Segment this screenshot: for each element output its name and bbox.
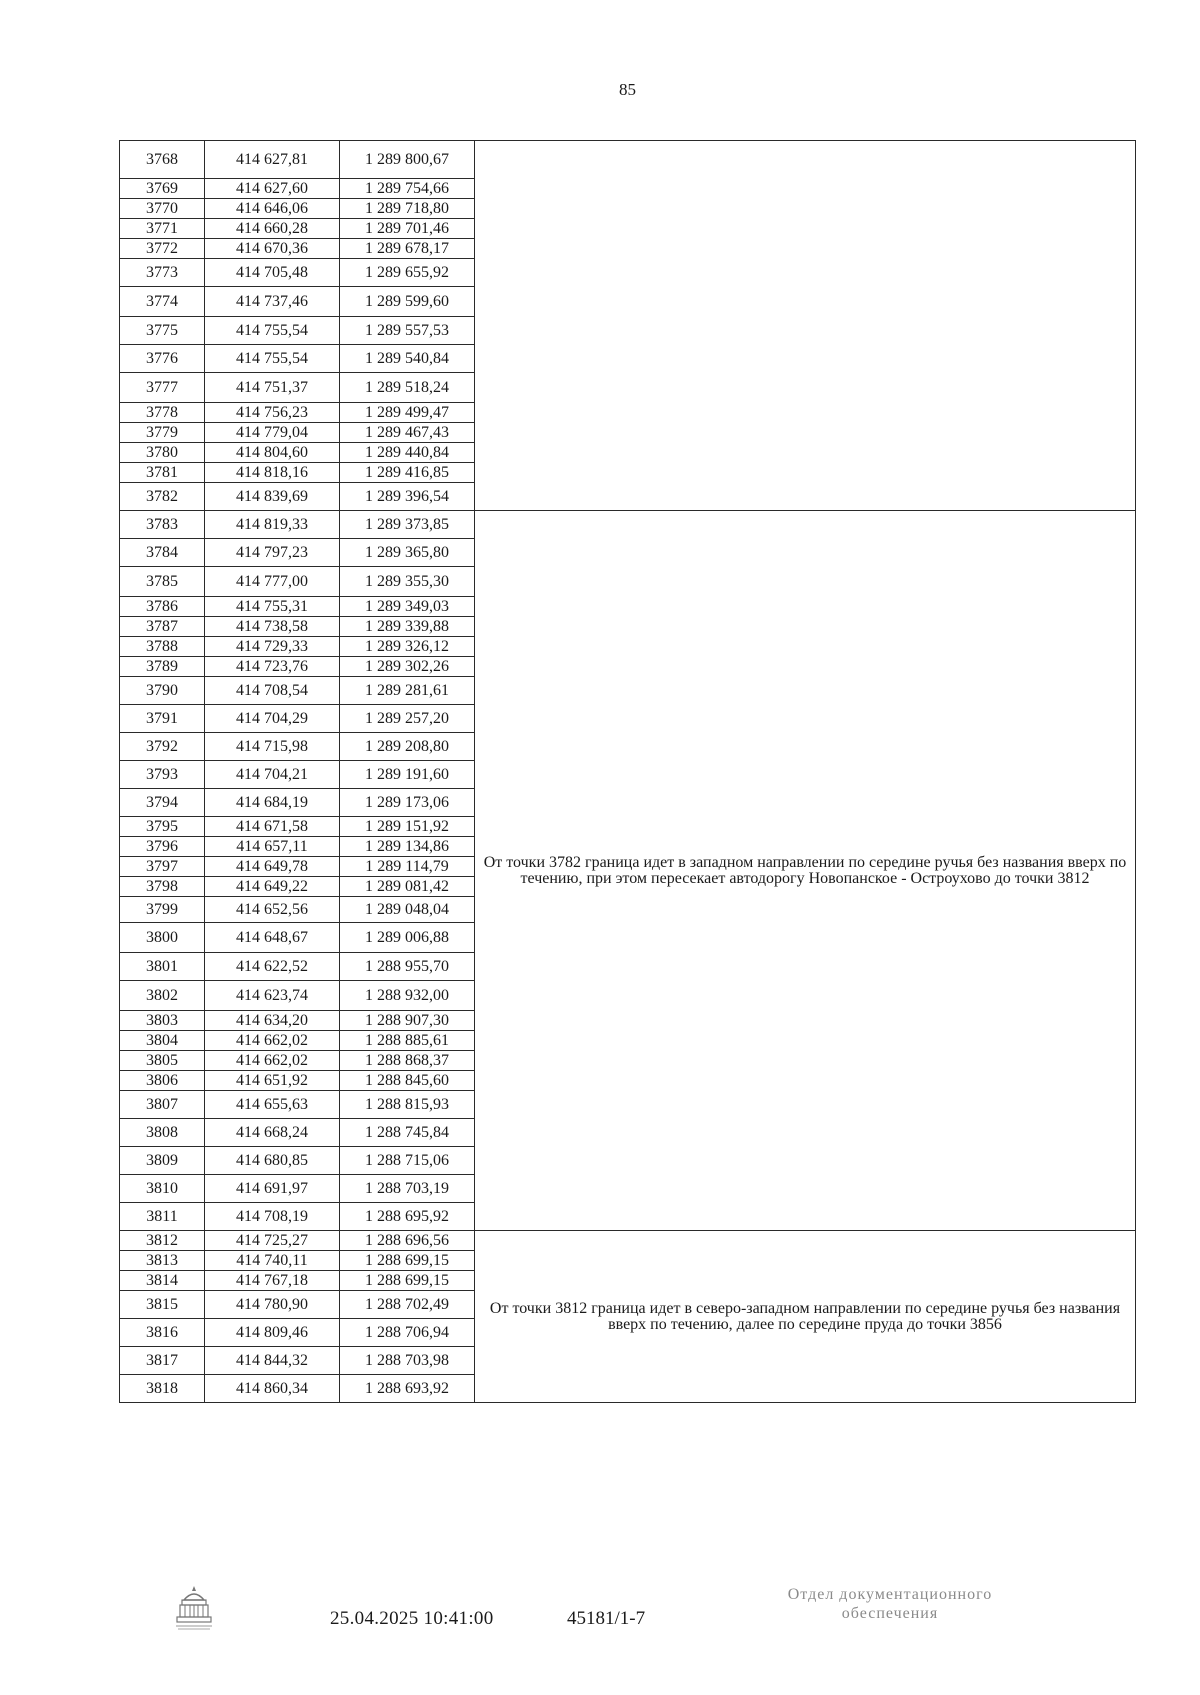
footer-department-stamp	[745, 1585, 1035, 1623]
y-coordinate-cell: 1 289 365,80	[340, 539, 475, 567]
x-coordinate-cell: 414 839,69	[205, 483, 340, 511]
y-coordinate-cell: 1 288 932,00	[340, 981, 475, 1011]
y-coordinate-cell: 1 288 702,49	[340, 1291, 475, 1319]
x-coordinate-cell: 414 809,46	[205, 1319, 340, 1347]
point-number-cell: 3817	[120, 1347, 205, 1375]
x-coordinate-cell: 414 738,58	[205, 617, 340, 637]
y-coordinate-cell: 1 289 114,79	[340, 857, 475, 877]
y-coordinate-cell: 1 289 349,03	[340, 597, 475, 617]
x-coordinate-cell: 414 680,85	[205, 1147, 340, 1175]
point-number-cell: 3799	[120, 897, 205, 923]
x-coordinate-cell: 414 780,90	[205, 1291, 340, 1319]
x-coordinate-cell: 414 715,98	[205, 733, 340, 761]
y-coordinate-cell: 1 289 339,88	[340, 617, 475, 637]
point-number-cell: 3807	[120, 1091, 205, 1119]
x-coordinate-cell: 414 725,27	[205, 1231, 340, 1251]
x-coordinate-cell: 414 756,23	[205, 403, 340, 423]
y-coordinate-cell: 1 288 706,94	[340, 1319, 475, 1347]
x-coordinate-cell: 414 708,19	[205, 1203, 340, 1231]
y-coordinate-cell: 1 289 655,92	[340, 259, 475, 287]
y-coordinate-cell: 1 288 696,56	[340, 1231, 475, 1251]
footer-registration-number: 45181/1-7	[567, 1608, 646, 1629]
y-coordinate-cell: 1 289 518,24	[340, 373, 475, 403]
point-number-cell: 3805	[120, 1051, 205, 1071]
boundary-description-group2: От точки 3782 граница идет в западном направлении по середине ручья без названия вверх по течению, при этом пересекает автодорогу Новопанское - Остроухово до точки 3812	[475, 511, 1136, 1231]
y-coordinate-cell: 1 289 678,17	[340, 239, 475, 259]
x-coordinate-cell: 414 755,31	[205, 597, 340, 617]
x-coordinate-cell: 414 708,54	[205, 677, 340, 705]
point-number-cell: 3784	[120, 539, 205, 567]
x-coordinate-cell: 414 671,58	[205, 817, 340, 837]
point-number-cell: 3794	[120, 789, 205, 817]
y-coordinate-cell: 1 289 467,43	[340, 423, 475, 443]
point-number-cell: 3816	[120, 1319, 205, 1347]
y-coordinate-cell: 1 288 703,98	[340, 1347, 475, 1375]
x-coordinate-cell: 414 634,20	[205, 1011, 340, 1031]
footer-timestamp: 25.04.2025 10:41:00	[330, 1608, 494, 1629]
x-coordinate-cell: 414 670,36	[205, 239, 340, 259]
point-number-cell: 3783	[120, 511, 205, 539]
x-coordinate-cell: 414 651,92	[205, 1071, 340, 1091]
y-coordinate-cell: 1 289 440,84	[340, 443, 475, 463]
point-number-cell: 3812	[120, 1231, 205, 1251]
point-number-cell: 3777	[120, 373, 205, 403]
y-coordinate-cell: 1 289 326,12	[340, 637, 475, 657]
point-number-cell: 3774	[120, 287, 205, 317]
x-coordinate-cell: 414 662,02	[205, 1031, 340, 1051]
y-coordinate-cell: 1 288 715,06	[340, 1147, 475, 1175]
y-coordinate-cell: 1 288 703,19	[340, 1175, 475, 1203]
x-coordinate-cell: 414 652,56	[205, 897, 340, 923]
table-row	[120, 141, 1136, 179]
x-coordinate-cell: 414 767,18	[205, 1271, 340, 1291]
point-number-cell: 3809	[120, 1147, 205, 1175]
x-coordinate-cell: 414 704,29	[205, 705, 340, 733]
point-number-cell: 3811	[120, 1203, 205, 1231]
y-coordinate-cell: 1 288 745,84	[340, 1119, 475, 1147]
x-coordinate-cell: 414 627,81	[205, 141, 340, 179]
emblem-icon	[172, 1582, 216, 1632]
department-line-1: Отдел документационного	[787, 1586, 993, 1603]
x-coordinate-cell: 414 662,02	[205, 1051, 340, 1071]
x-coordinate-cell: 414 622,52	[205, 953, 340, 981]
y-coordinate-cell: 1 288 955,70	[340, 953, 475, 981]
point-number-cell: 3789	[120, 657, 205, 677]
y-coordinate-cell: 1 289 557,53	[340, 317, 475, 345]
y-coordinate-cell: 1 289 416,85	[340, 463, 475, 483]
point-number-cell: 3781	[120, 463, 205, 483]
x-coordinate-cell: 414 740,11	[205, 1251, 340, 1271]
y-coordinate-cell: 1 288 695,92	[340, 1203, 475, 1231]
x-coordinate-cell: 414 705,48	[205, 259, 340, 287]
point-number-cell: 3785	[120, 567, 205, 597]
point-number-cell: 3775	[120, 317, 205, 345]
point-number-cell: 3786	[120, 597, 205, 617]
point-number-cell: 3770	[120, 199, 205, 219]
point-number-cell: 3792	[120, 733, 205, 761]
point-number-cell: 3798	[120, 877, 205, 897]
y-coordinate-cell: 1 289 281,61	[340, 677, 475, 705]
y-coordinate-cell: 1 288 693,92	[340, 1375, 475, 1403]
point-number-cell: 3802	[120, 981, 205, 1011]
y-coordinate-cell: 1 288 885,61	[340, 1031, 475, 1051]
x-coordinate-cell: 414 804,60	[205, 443, 340, 463]
x-coordinate-cell: 414 777,00	[205, 567, 340, 597]
x-coordinate-cell: 414 844,32	[205, 1347, 340, 1375]
page-number: 85	[619, 80, 636, 99]
x-coordinate-cell: 414 818,16	[205, 463, 340, 483]
x-coordinate-cell: 414 649,22	[205, 877, 340, 897]
x-coordinate-cell: 414 684,19	[205, 789, 340, 817]
y-coordinate-cell: 1 289 134,86	[340, 837, 475, 857]
point-number-cell: 3801	[120, 953, 205, 981]
y-coordinate-cell: 1 289 006,88	[340, 923, 475, 953]
point-number-cell: 3782	[120, 483, 205, 511]
x-coordinate-cell: 414 623,74	[205, 981, 340, 1011]
y-coordinate-cell: 1 289 173,06	[340, 789, 475, 817]
y-coordinate-cell: 1 288 845,60	[340, 1071, 475, 1091]
point-number-cell: 3808	[120, 1119, 205, 1147]
x-coordinate-cell: 414 779,04	[205, 423, 340, 443]
x-coordinate-cell: 414 649,78	[205, 857, 340, 877]
point-number-cell: 3803	[120, 1011, 205, 1031]
point-number-cell: 3787	[120, 617, 205, 637]
y-coordinate-cell: 1 289 373,85	[340, 511, 475, 539]
department-line-2: обеспечения	[841, 1605, 939, 1623]
x-coordinate-cell: 414 737,46	[205, 287, 340, 317]
point-number-cell: 3772	[120, 239, 205, 259]
y-coordinate-cell: 1 288 907,30	[340, 1011, 475, 1031]
point-number-cell: 3814	[120, 1271, 205, 1291]
y-coordinate-cell: 1 289 191,60	[340, 761, 475, 789]
point-number-cell: 3771	[120, 219, 205, 239]
point-number-cell: 3769	[120, 179, 205, 199]
x-coordinate-cell: 414 648,67	[205, 923, 340, 953]
point-number-cell: 3778	[120, 403, 205, 423]
boundary-description-group1	[475, 141, 1136, 511]
point-number-cell: 3810	[120, 1175, 205, 1203]
point-number-cell: 3804	[120, 1031, 205, 1051]
x-coordinate-cell: 414 668,24	[205, 1119, 340, 1147]
point-number-cell: 3776	[120, 345, 205, 373]
boundary-description-group3: От точки 3812 граница идет в северо-западном направлении по середине ручья без названия вверх по течению, далее по середине пруда до точки 3856	[475, 1231, 1136, 1403]
y-coordinate-cell: 1 289 151,92	[340, 817, 475, 837]
y-coordinate-cell: 1 289 754,66	[340, 179, 475, 199]
y-coordinate-cell: 1 289 540,84	[340, 345, 475, 373]
x-coordinate-cell: 414 797,23	[205, 539, 340, 567]
y-coordinate-cell: 1 289 208,80	[340, 733, 475, 761]
coordinates-table-body	[120, 141, 1136, 1403]
y-coordinate-cell: 1 289 257,20	[340, 705, 475, 733]
point-number-cell: 3788	[120, 637, 205, 657]
y-coordinate-cell: 1 289 499,47	[340, 403, 475, 423]
x-coordinate-cell: 414 704,21	[205, 761, 340, 789]
point-number-cell: 3818	[120, 1375, 205, 1403]
point-number-cell: 3791	[120, 705, 205, 733]
x-coordinate-cell: 414 646,06	[205, 199, 340, 219]
y-coordinate-cell: 1 288 868,37	[340, 1051, 475, 1071]
x-coordinate-cell: 414 660,28	[205, 219, 340, 239]
y-coordinate-cell: 1 289 048,04	[340, 897, 475, 923]
point-number-cell: 3806	[120, 1071, 205, 1091]
point-number-cell: 3768	[120, 141, 205, 179]
point-number-cell: 3790	[120, 677, 205, 705]
y-coordinate-cell: 1 289 718,80	[340, 199, 475, 219]
y-coordinate-cell: 1 288 699,15	[340, 1271, 475, 1291]
point-number-cell: 3793	[120, 761, 205, 789]
x-coordinate-cell: 414 627,60	[205, 179, 340, 199]
coordinates-table	[119, 140, 1136, 1403]
y-coordinate-cell: 1 289 701,46	[340, 219, 475, 239]
point-number-cell: 3779	[120, 423, 205, 443]
x-coordinate-cell: 414 657,11	[205, 837, 340, 857]
point-number-cell: 3795	[120, 817, 205, 837]
y-coordinate-cell: 1 289 081,42	[340, 877, 475, 897]
table-row	[120, 1231, 1136, 1251]
y-coordinate-cell: 1 289 396,54	[340, 483, 475, 511]
point-number-cell: 3796	[120, 837, 205, 857]
y-coordinate-cell: 1 289 302,26	[340, 657, 475, 677]
table-row	[120, 511, 1136, 539]
x-coordinate-cell: 414 755,54	[205, 317, 340, 345]
point-number-cell: 3800	[120, 923, 205, 953]
x-coordinate-cell: 414 723,76	[205, 657, 340, 677]
x-coordinate-cell: 414 655,63	[205, 1091, 340, 1119]
x-coordinate-cell: 414 819,33	[205, 511, 340, 539]
y-coordinate-cell: 1 288 815,93	[340, 1091, 475, 1119]
x-coordinate-cell: 414 860,34	[205, 1375, 340, 1403]
x-coordinate-cell: 414 751,37	[205, 373, 340, 403]
y-coordinate-cell: 1 289 800,67	[340, 141, 475, 179]
x-coordinate-cell: 414 729,33	[205, 637, 340, 657]
point-number-cell: 3773	[120, 259, 205, 287]
y-coordinate-cell: 1 289 355,30	[340, 567, 475, 597]
x-coordinate-cell: 414 691,97	[205, 1175, 340, 1203]
point-number-cell: 3797	[120, 857, 205, 877]
point-number-cell: 3815	[120, 1291, 205, 1319]
point-number-cell: 3780	[120, 443, 205, 463]
y-coordinate-cell: 1 288 699,15	[340, 1251, 475, 1271]
y-coordinate-cell: 1 289 599,60	[340, 287, 475, 317]
x-coordinate-cell: 414 755,54	[205, 345, 340, 373]
point-number-cell: 3813	[120, 1251, 205, 1271]
